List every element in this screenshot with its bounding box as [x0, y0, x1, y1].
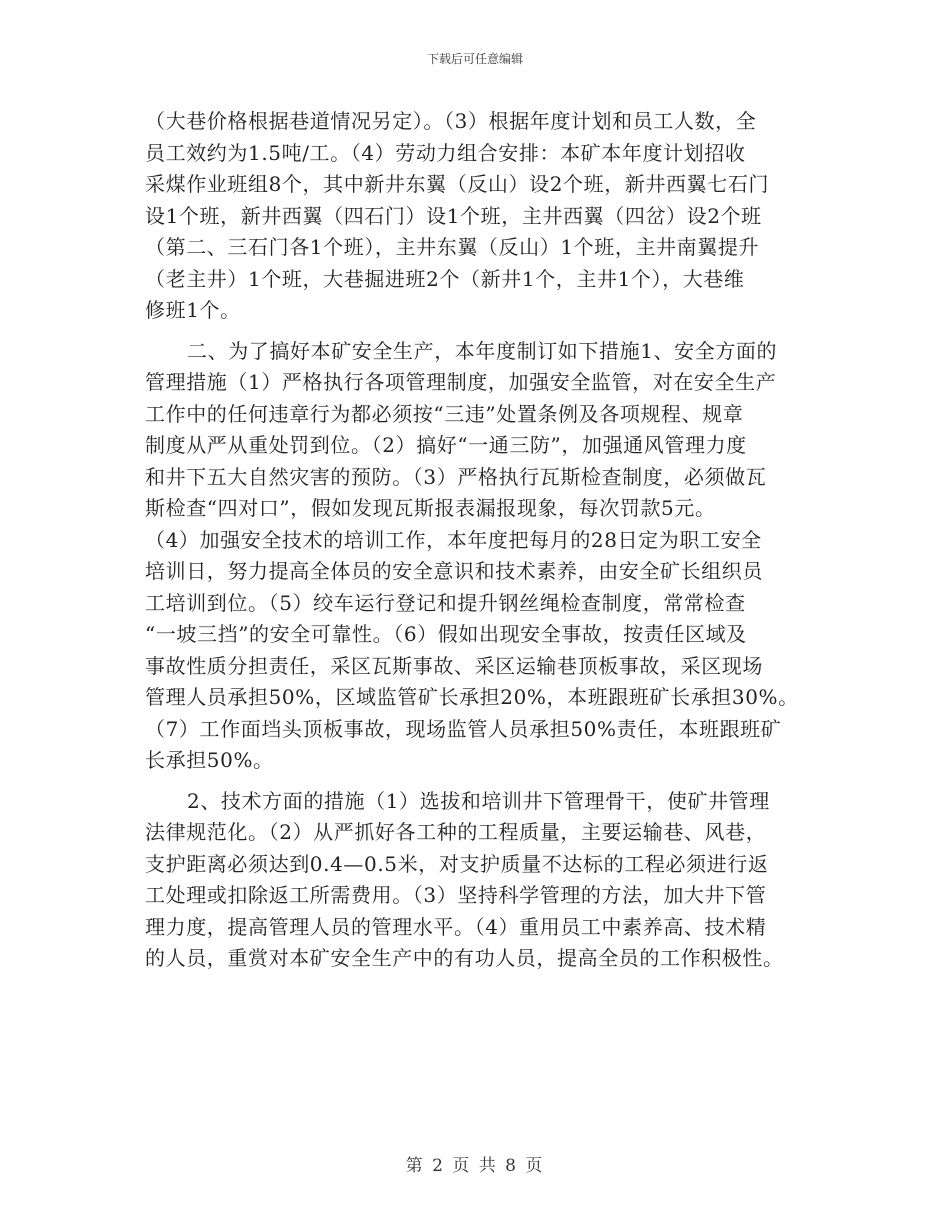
text-line: 工培训到位。（5）绞车运行登记和提升钢丝绳检查制度，常常检查	[145, 590, 746, 615]
text-line: 斯检查“四对口”，假如发现瓦斯报表漏报现象，每次罚款5元。	[145, 496, 716, 520]
text-line: “一坡三挡”的安全可靠性。（6）假如出现安全事故，按责任区域及	[145, 622, 747, 646]
text-line: 二、为了搞好本矿安全生产，本年度制订如下措施1、安全方面的	[187, 338, 778, 363]
text-line: 管理人员承担50%，区域监管矿长承担20%，本班跟班矿长承担30%。	[145, 685, 799, 709]
text-line: 2、技术方面的措施（1）选拔和培训井下管理骨干，使矿井管理	[187, 788, 770, 813]
text-line: 设1个班，新井西翼（四石门）设1个班，主井西翼（四岔）设2个班	[145, 203, 762, 228]
text-line: 事故性质分担责任，采区瓦斯事故、采区运输巷顶板事故，采区现场	[145, 653, 763, 678]
text-line: 支护距离必须达到0.4—0.5米，对支护质量不达标的工程必须进行返	[145, 851, 769, 876]
text-line: （第二、三石门各1个班），主井东翼（反山）1个班，主井南翼提升	[145, 235, 760, 259]
page-footer: 第 2 页 共 8 页	[405, 1156, 545, 1176]
text-line: 理力度，提高管理人员的管理水平。（4）重用员工中素养高、技术精	[145, 914, 767, 939]
paragraph	[145, 786, 810, 975]
text-line: 修班1个。	[145, 298, 241, 322]
text-line: 制度从严从重处罚到位。（2）搞好“一通三防”，加强通风管理力度	[145, 433, 747, 457]
page-header: 下载后可任意编辑	[426, 52, 523, 66]
text-line: 员工效约为1.5吨/工。（4）劳动力组合安排：本矿本年度计划招收	[145, 140, 746, 165]
text-line: （老主井）1个班，大巷掘进班2个（新井1个，主井1个），大巷维	[145, 266, 745, 291]
text-line: 培训日，努力提高全体员的安全意识和技术素养，由安全矿长组织员	[145, 559, 763, 583]
text-line: 工作中的任何违章行为都必须按“三违”处置条例及各项规程、规章	[145, 401, 744, 426]
text-line: （4）加强安全技术的培训工作，本年度把每月的28日定为职工安全	[145, 527, 762, 552]
text-line: 采煤作业班组8个，其中新井东翼（反山）设2个班，新井西翼七石门	[145, 172, 770, 196]
document-body	[145, 106, 810, 975]
text-line: 的人员，重赏对本矿安全生产中的有功人员，提高全员的工作积极性。	[145, 946, 784, 970]
text-line: （大巷价格根据巷道情况另定）。（3）根据年度计划和员工人数，全	[145, 109, 757, 133]
paragraph	[145, 106, 810, 327]
text-line: （7）工作面垱头顶板事故，现场监管人员承担50%责任，本班跟班矿	[145, 716, 782, 741]
text-line: 和井下五大自然灾害的预防。（3）严格执行瓦斯检查制度，必须做瓦	[145, 464, 767, 489]
paragraph-gap	[145, 327, 810, 336]
paragraph-gap	[145, 777, 810, 786]
paragraph	[145, 336, 810, 777]
text-line: 工处理或扣除返工所需费用。（3）坚持科学管理的方法，加大井下管	[145, 883, 767, 907]
text-line: 管理措施（1）严格执行各项管理制度，加强安全监管，对在安全生产	[145, 370, 777, 394]
text-line: 法律规范化。（2）从严抓好各工种的工程质量，主要运输巷、风巷，	[145, 820, 767, 844]
text-line: 长承担50%。	[145, 748, 274, 772]
